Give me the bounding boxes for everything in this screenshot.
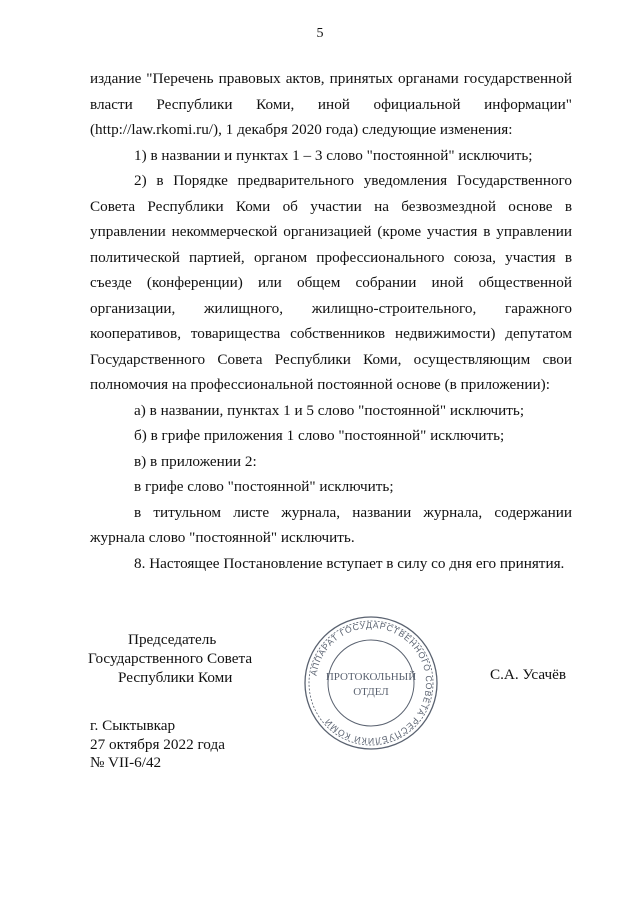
page-number: 5 (316, 26, 324, 41)
signature-title-line3: Республики Коми (118, 669, 233, 686)
paragraph-item-8: 8. Настоящее Постановление вступает в силу со дня его принятия. (134, 554, 565, 572)
seal-center-line2: ОТДЕЛ (353, 686, 389, 698)
document-number: № VII-6/42 (90, 754, 162, 771)
signature-title-line2: Государственного Совета (88, 650, 253, 667)
official-seal (302, 614, 440, 752)
paragraph-item-2: 2) в Порядке предварительного уведомления Государственного Совета Республики Коми об участии на безвозмездной основе в управлении некоммерческой организацией (кроме участия в управлении политической партией, органом профессионального союза, участия в съезде (конференции) или общем собрании иной общественной организации, жилищного, жилищно-строительного, гаражного кооперативов, товарищества собственников недвижимости) депутатом Государственного Совета Республики Коми, осуществляющим свои полномочия на профессиональной постоянной основе (в приложении): (90, 172, 572, 393)
paragraph-subitem-a: а) в названии, пунктах 1 и 5 слово "постоянной" исключить; (134, 401, 525, 419)
signer-name: С.А. Усачёв (490, 666, 567, 683)
signature-block (88, 630, 288, 687)
document-body (90, 66, 572, 576)
paragraph-grif: в грифе слово "постоянной" исключить; (134, 478, 394, 495)
paragraph-intro: издание "Перечень правовых актов, принятых органами государственной власти Республики Коми, иной официальной информации" (http://law.rkomi.ru/), 1 декабря 2020 года) следующие изменения: (90, 70, 572, 138)
place-city: г. Сыктывкар (90, 717, 176, 734)
paragraph-item-1: 1) в названии и пунктах 1 – 3 слово "постоянной" исключить; (134, 146, 533, 164)
document-date: 27 октября 2022 года (90, 735, 225, 753)
paragraph-subitem-v: в) в приложении 2: (134, 452, 257, 470)
seal-center-line1: ПРОТОКОЛЬНЫЙ (325, 671, 417, 683)
signature-title-line1: Председатель (128, 631, 217, 648)
place-date-block (90, 717, 225, 773)
seal-ring-text: АППАРАТ ГОСУДАРСТВЕННОГО СОВЕТА РЕСПУБЛИКИ КОМИ (308, 619, 435, 747)
paragraph-journal: в титульном листе журнала, названии журнала, содержании журнала слово "постоянной" исключить. (90, 503, 572, 546)
paragraph-subitem-b: б) в грифе приложения 1 слово "постоянной" исключить; (134, 427, 505, 444)
